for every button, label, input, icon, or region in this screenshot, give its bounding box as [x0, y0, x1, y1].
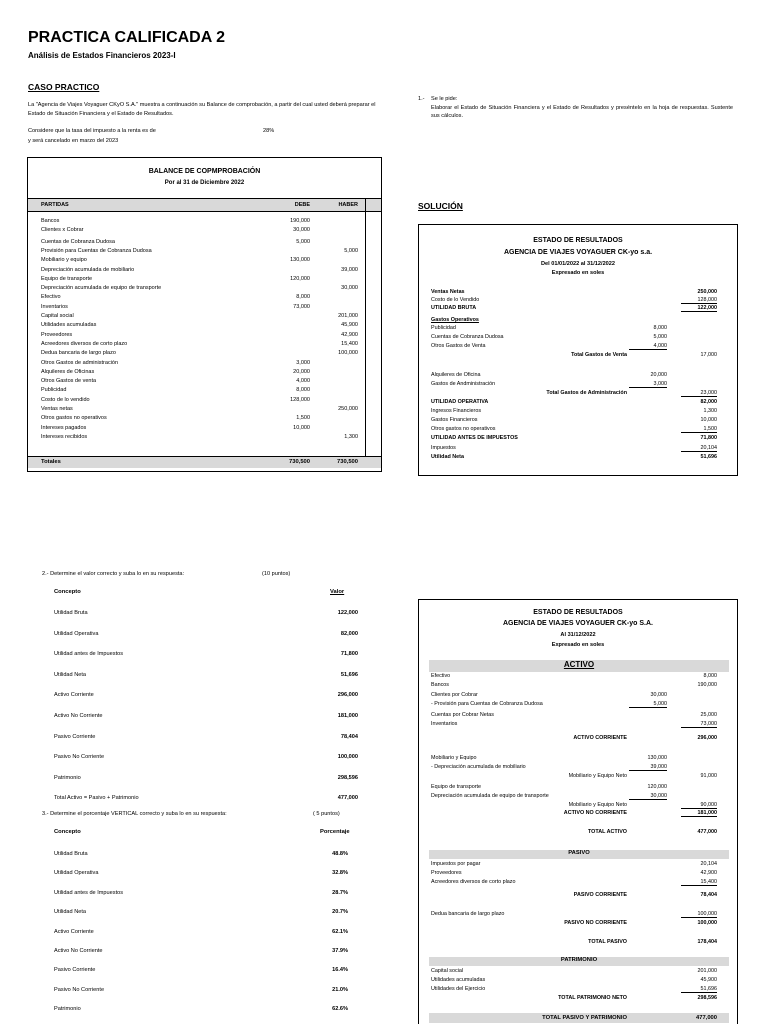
q3-percentage: 21.0%	[332, 986, 348, 993]
balance-cell-label: Dedua bancaria de largo plazo	[41, 350, 116, 357]
balance-row	[28, 248, 381, 256]
col-partidas: PARTIDAS	[41, 202, 69, 208]
balance-row	[28, 227, 381, 235]
q2-concept: Utilidad Neta	[54, 671, 87, 678]
balance-cell-label: Cuentas de Cobranza Dudosa	[41, 238, 115, 245]
q3-concept: Utilidad antes de Impuestos	[54, 889, 124, 896]
balance-cell-label: Proveedores	[41, 331, 73, 338]
balance-row	[28, 415, 381, 423]
er-alquiler: Alquileres de Oficina 20,000	[431, 372, 667, 378]
q3-concept: Utilidad Operativa	[54, 870, 99, 877]
q3-percentage: 16.4%	[332, 967, 348, 974]
q3-percentage: 62.6%	[332, 1006, 348, 1013]
er-bruta: UTILIDAD BRUTA 122,000	[431, 305, 717, 311]
bs-pasivo-corriente: PASIVO CORRIENTE 78,404	[573, 892, 717, 898]
balance-cell-haber: 15,400	[341, 340, 358, 347]
balance-cell-debe: 1,500	[296, 415, 310, 422]
col-debe: DEBE	[294, 202, 310, 208]
er-total-admin: Total Gastos de Administración 23,000	[546, 390, 717, 396]
bs-mob-neto: Mobiliario y Equipo Neto 91,000	[568, 773, 717, 779]
balance-cell-label: Otros Gastos de venta	[41, 378, 97, 385]
balance-cell-debe: 3,000	[296, 359, 310, 366]
bs-efectivo: Efectivo 8,000	[431, 673, 717, 679]
q2-points: (10 puntos)	[262, 571, 291, 577]
estado-situacion-box	[418, 599, 738, 1024]
q3-col-porcentaje: Porcentaje	[320, 829, 350, 835]
q3-concept: Utilidad Neta	[54, 909, 87, 916]
balance-cell-debe: 5,000	[296, 238, 310, 245]
balance-row	[28, 397, 381, 405]
solucion-heading: SOLUCIÓN	[418, 201, 463, 211]
bs-util-ejercicio: Utilidades del Ejercicio 51,696	[431, 986, 717, 992]
bs-currency: Expresado en soles	[551, 642, 605, 648]
balance-row	[28, 369, 381, 377]
q3-percentage: 28.7%	[332, 889, 348, 896]
balance-row	[28, 350, 381, 358]
balance-row	[28, 387, 381, 395]
balance-cell-label: Efectivo	[41, 294, 61, 301]
er-publicidad: Publicidad 8,000	[431, 325, 667, 331]
bs-activo-corriente: ACTIVO CORRIENTE 296,000	[573, 735, 717, 741]
balance-cell-haber: 100,000	[338, 350, 358, 357]
total-debe: 730,500	[289, 459, 310, 465]
er-ventas: Ventas Netas 250,000	[431, 289, 717, 295]
er-total-venta: Total Gastos de Venta 17,000	[571, 352, 717, 358]
bs-total-patrimonio: TOTAL PATRIMONIO NETO 298,596	[558, 995, 717, 1001]
balance-cell-debe: 190,000	[290, 218, 310, 224]
balance-title: BALANCE DE COPMPROBACIÓN	[148, 168, 261, 175]
q2-concept: Pasivo Corriente	[54, 733, 96, 740]
patrimonio-band: PATRIMONIO	[429, 957, 729, 966]
bs-inventarios: Inventarios 73,000	[431, 721, 717, 727]
er-ingresos-fin: Ingresos Financieros 1,300	[431, 408, 717, 414]
er-title: ESTADO DE RESULTADOS	[533, 237, 623, 244]
page-subtitle: Análisis de Estados Financieros 2023-I	[28, 51, 176, 60]
balance-row	[28, 285, 381, 293]
er-impuestos: Impuestos 20,104	[431, 445, 717, 451]
q2-value: 122,000	[337, 610, 358, 616]
balance-cell-label: Depreciación acumulada de equipo de transporte	[41, 285, 162, 292]
balance-cell-label: Mobiliario y equipo	[41, 257, 87, 264]
balance-row	[28, 378, 381, 386]
task-title: Se le pide:	[431, 96, 458, 102]
q2-col-valor: Valor	[330, 589, 345, 595]
bs-proveedores: Proveedores 42,900	[431, 870, 717, 876]
q3-concept: Pasivo No Corriente	[54, 986, 105, 993]
q2-value: 78,404	[340, 733, 358, 740]
caso-heading: CASO PRACTICO	[28, 82, 100, 92]
bs-total-activo: TOTAL ACTIVO 477,000	[587, 829, 717, 835]
q3-concept: Utilidad Bruta	[54, 851, 88, 857]
balance-cell-label: Publicidad	[41, 387, 67, 394]
balance-cell-label: Intereses pagados	[41, 424, 87, 431]
balance-cell-debe: 30,000	[293, 227, 310, 234]
q3-percentage: 62.1%	[332, 928, 348, 935]
balance-cell-label: Costo de lo vendido	[41, 396, 90, 403]
balance-row	[28, 332, 381, 340]
er-gadmin: Gastos de Andministración 3,000	[431, 381, 667, 387]
bs-mobiliario: Mobiliario y Equipo 130,000	[431, 755, 667, 761]
q3-concept: Pasivo Corriente	[54, 967, 96, 974]
er-operativa: UTILIDAD OPERATIVA 82,000	[431, 399, 717, 405]
balance-cell-label: Inventarios	[41, 303, 68, 310]
estado-resultados-box	[418, 224, 738, 476]
task-number: 1.-	[418, 96, 425, 102]
er-gastos-fin: Gastos Financieros 10,000	[431, 417, 717, 423]
er-gastos-operativos: Gastos Operativos	[431, 317, 479, 323]
bs-transporte: Equipo de transporte 120,000	[431, 784, 667, 790]
balance-row	[28, 239, 381, 247]
balance-row	[28, 294, 381, 302]
bs-date: Al 31/12/2022	[560, 632, 596, 638]
er-otros-venta: Otros Gastos de Venta 4,000	[431, 343, 667, 349]
bs-deuda-lp: Dedua bancaria de largo plazo 100,000	[431, 911, 717, 917]
q2-value: 298,596	[337, 774, 358, 781]
balance-cell-haber: 45,900	[341, 322, 358, 329]
bs-total-pasivo: TOTAL PASIVO 178,404	[588, 939, 717, 945]
balance-row	[28, 406, 381, 414]
pasivo-band: PASIVO	[429, 850, 729, 859]
q2-value: 181,000	[337, 713, 358, 719]
balance-row	[28, 341, 381, 349]
bs-trans-neto: Mobiliario y Equipo Neto 90,000	[568, 802, 717, 808]
activo-band: ACTIVO	[429, 660, 729, 672]
q2-concept: Utilidad Bruta	[54, 610, 88, 616]
balance-cell-label: Alquileres de Oficinas	[41, 368, 95, 375]
q2-value: 82,000	[340, 630, 358, 637]
balance-row	[28, 360, 381, 368]
balance-cell-label: Equipo de transporte	[41, 275, 93, 282]
balance-row	[28, 257, 381, 265]
er-costo: Costo de lo Vendido 128,000	[431, 297, 717, 303]
balance-total-row	[28, 456, 381, 468]
q3-col-concepto: Concepto	[54, 829, 81, 835]
task-text: Elaborar el Estado de Situación Financiera y el Estado de Resultados y preséntelo en la hoja de respuestas. Sustente sus cálculos.	[431, 105, 733, 119]
q3-percentage: 32.8%	[332, 870, 348, 877]
bs-pasivo-no-corriente: PASIVO NO CORRIENTE 100,000	[564, 920, 717, 926]
col-haber: HABER	[338, 202, 358, 208]
q2-value: 51,696	[340, 671, 358, 678]
bs-bancos: Bancos 190,000	[431, 682, 717, 688]
er-company: AGENCIA DE VIAJES VOYAGUER CK-yo s.a.	[503, 249, 653, 256]
balance-cell-label: Intereses recibidos	[41, 433, 88, 440]
er-period: Del 01/01/2022 al 31/12/2022	[540, 261, 616, 267]
balance-cell-label: Provisión para Cuentas de Cobranza Dudosa	[41, 247, 152, 254]
q3-concept: Patrimonio	[54, 1006, 81, 1013]
q3-instructions: 3.- Determine el porcentaje VERTICAL correcto y suba lo en su respuesta:	[42, 811, 227, 817]
bs-acreedores: Acreedores diversos de corto plazo 15,400	[431, 879, 717, 885]
q2-concept: Activo No Corriente	[54, 713, 103, 719]
balance-cell-haber: 5,000	[344, 247, 358, 254]
balance-cell-debe: 128,000	[290, 396, 310, 403]
balance-subtitle: Por al 31 de Diciembre 2022	[164, 180, 245, 186]
q3-concept: Activo Corriente	[54, 928, 94, 935]
q2-value: 296,000	[337, 692, 358, 699]
intro-paragraph: La "Agencia de Viajes Voyaguer CKyO S.A." muestra a continuación su Balance de comprobación, a partir del cual usted deberá preparar el Estado de Situación Financiera y el Estado de Resultados.	[28, 102, 376, 117]
page-title: PRACTICA CALIFICADA 2	[28, 29, 226, 46]
bs-clientes: Clientes por Cobrar 30,000	[431, 692, 667, 698]
q2-concept: Pasivo No Corriente	[54, 754, 105, 761]
bs-provision: - Provisión para Cuentas de Cobranza Dudosa 5,000	[431, 701, 667, 707]
q2-value: 100,000	[337, 754, 358, 761]
balance-cell-label: Utilidades acumuladas	[41, 322, 97, 329]
q3-percentage: 37.9%	[332, 948, 348, 954]
er-antes-imp: UTILIDAD ANTES DE IMPUESTOS 71,800	[431, 435, 717, 441]
bs-total-pasivo-patrimonio: TOTAL PASIVO Y PATRIMONIO 477,000	[429, 1013, 729, 1023]
balance-cell-label: Acreedores diversos de corto plazo	[41, 340, 128, 347]
er-currency: Expresado en soles	[551, 270, 605, 276]
balance-cell-label: Capital social	[41, 313, 74, 319]
tax-rate-text: Considere que la tasa del impuesto a la renta es de	[28, 128, 156, 134]
q2-concept: Total Activo = Pasivo + Patrimonio	[54, 795, 139, 802]
bs-activo-no-corriente: ACTIVO NO CORRIENTE 181,000	[563, 810, 717, 816]
balance-row	[28, 218, 381, 226]
bs-dep-trans: Depreciación acumulada de equipo de transporte 30,000	[431, 793, 667, 799]
balance-cell-label: Depreciación acumulada de mobiliario	[41, 266, 135, 273]
balance-row	[28, 322, 381, 330]
bs-capital: Capital social 201,000	[431, 968, 717, 974]
balance-row	[28, 434, 381, 442]
balance-row	[28, 304, 381, 312]
balance-cell-haber: 1,300	[344, 433, 358, 440]
balance-cell-debe: 73,000	[293, 303, 310, 310]
balance-cell-label: Bancos	[41, 218, 60, 224]
balance-comprobacion-box	[27, 157, 382, 472]
q2-concept: Utilidad antes de Impuestos	[54, 651, 124, 658]
er-neta: Utilidad Neta 51,696	[431, 454, 717, 460]
balance-cell-haber: 201,000	[338, 313, 358, 319]
q2-instructions: 2.- Determine el valor correcto y suba lo en su respuesta:	[42, 571, 185, 577]
balance-cell-debe: 8,000	[296, 387, 310, 394]
bs-cxc-netas: Cuentas por Cobrar Netas 25,000	[431, 712, 717, 718]
q3-percentage: 20.7%	[332, 909, 348, 916]
q2-concept: Utilidad Operativa	[54, 630, 99, 637]
balance-cell-label: Otros Gastos de administración	[41, 359, 119, 366]
balance-row	[28, 425, 381, 433]
er-otros-no-op: Otros gastos no operativos 1,500	[431, 426, 717, 432]
balance-cell-haber: 42,900	[341, 331, 358, 338]
balance-cell-haber: 39,000	[341, 266, 358, 273]
balance-row	[28, 276, 381, 284]
balance-row	[28, 313, 381, 321]
total-haber: 730,500	[337, 459, 358, 465]
q3-points: ( 5 puntos)	[313, 811, 340, 817]
balance-cell-label: Clientes x Cobrar	[41, 227, 84, 234]
q2-concept: Activo Corriente	[54, 692, 94, 699]
balance-cell-debe: 130,000	[290, 257, 310, 264]
bs-title: ESTADO DE RESULTADOS	[533, 609, 623, 616]
q2-col-concepto: Concepto	[54, 589, 81, 595]
balance-cell-debe: 10,000	[293, 424, 310, 431]
balance-cell-haber: 30,000	[341, 285, 358, 292]
balance-cell-haber: 250,000	[338, 406, 358, 412]
balance-cell-debe: 4,000	[296, 378, 310, 385]
q3-percentage: 48.8%	[332, 851, 348, 857]
tax-payment-text: y será cancelado en marzo del 2023	[28, 138, 119, 144]
balance-divider	[365, 198, 366, 456]
q3-concept: Activo No Corriente	[54, 948, 103, 954]
bs-util-acum: Utilidades acumuladas 45,900	[431, 977, 717, 983]
er-cobranza: Cuentas de Cobranza Dudosa 5,000	[431, 334, 667, 340]
balance-cell-label: Otros gastos no operativos	[41, 415, 107, 422]
balance-cell-label: Ventas netas	[41, 406, 73, 412]
bs-dep-mob: - Depreciación acumulada de mobiliario 39,000	[431, 764, 667, 770]
total-label: Totales	[41, 459, 61, 465]
bs-company: AGENCIA DE VIAJES VOYAGUER CK-yo S.A.	[502, 620, 653, 627]
q2-value: 71,800	[340, 651, 358, 658]
bs-impuestos-pagar: Impuestos por pagar 20,104	[431, 861, 717, 867]
balance-cell-debe: 20,000	[293, 368, 310, 375]
q2-concept: Patrimonio	[54, 774, 81, 781]
q2-value: 477,000	[337, 795, 358, 802]
balance-row	[28, 267, 381, 275]
balance-cell-debe: 8,000	[296, 294, 310, 301]
balance-header-row	[28, 198, 381, 212]
tax-rate-value: 28%	[263, 128, 275, 134]
balance-cell-debe: 120,000	[290, 275, 310, 282]
